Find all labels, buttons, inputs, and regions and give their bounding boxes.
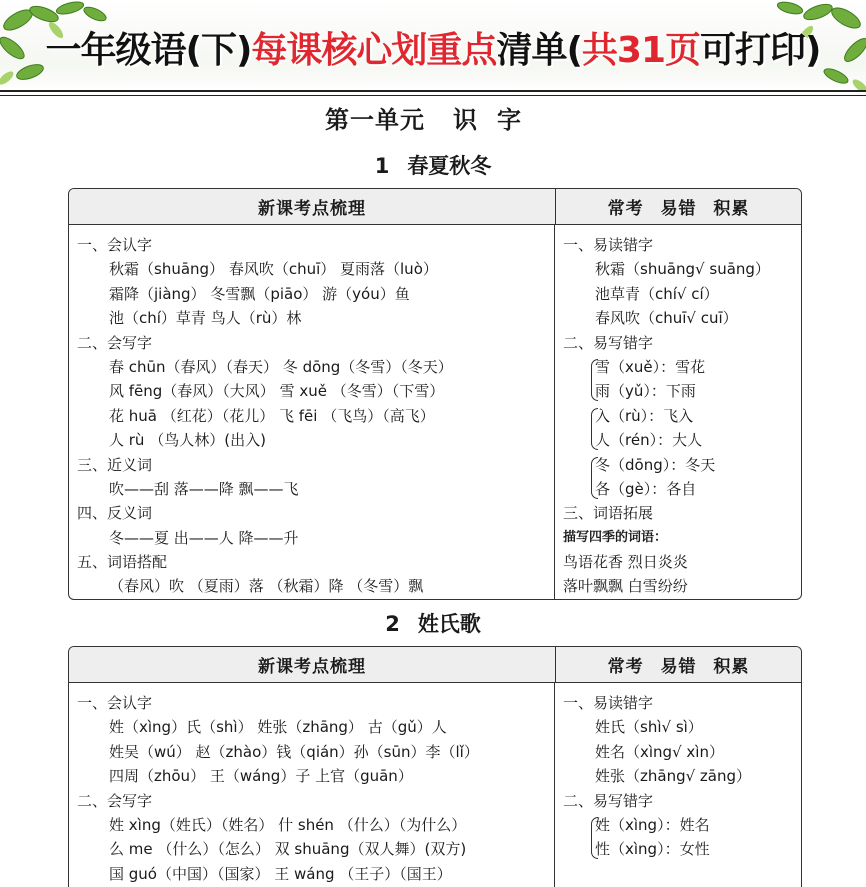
section-heading: 四、反义词 [77, 504, 153, 523]
brace-group [563, 453, 801, 502]
section-heading: 一、会认字 [77, 694, 153, 712]
key-points-column [69, 683, 555, 887]
list-item: 落叶飘飘 白雪纷纷 [563, 577, 688, 596]
list-item: 性（xìng）：女性 [595, 840, 710, 859]
section-heading: 二、易写错字 [563, 791, 654, 810]
section-heading: 二、易写错字 [563, 333, 654, 352]
brace-group [563, 404, 801, 453]
section-heading: 五、词语搭配 [77, 553, 168, 572]
list-item: 入（rù）：飞入 [595, 406, 694, 425]
list-item: 姓吴（wú） 赵（zhào）钱（qián）孙（sūn）李（lǐ） [109, 742, 479, 761]
section-heading: 一、易读错字 [563, 236, 654, 254]
list-item: 鸟语花香 烈日炎炎 [563, 553, 688, 572]
list-item: 姓名（xìng√ xìn） [595, 742, 724, 761]
list-item: 雪（xuě）：雪花 [595, 357, 706, 376]
list-item: 四周（zhōu） 王（wáng）子 上官（guān） [109, 767, 413, 786]
lesson-table [68, 188, 802, 600]
section-heading: 三、词语拓展 [563, 504, 654, 523]
header-left: 新课考点梳理 [69, 647, 556, 682]
divider [0, 90, 866, 92]
header-right: 常考 易错 积累 [607, 199, 750, 219]
section-heading: 三、近义词 [77, 455, 153, 474]
subsection-heading: 描写四季的词语： [563, 529, 668, 545]
section-heading: 二、会写字 [77, 791, 153, 810]
list-item: 冬——夏 出——人 降——升 [109, 528, 299, 547]
list-item: 么 me （什么）（怎么） 双 shuāng（双人舞）(双方) [109, 840, 467, 859]
list-item: 池草青（chí√ cí） [595, 284, 719, 303]
common-errors-column [555, 683, 801, 887]
list-item: 各（gè）：各自 [595, 479, 697, 498]
title-banner [0, 0, 866, 92]
table-header [69, 647, 801, 683]
table-header [69, 189, 801, 225]
list-item: （春风）吹 （夏雨）落 （秋霜）降 （冬雪）飘 [109, 577, 424, 596]
list-item: 雨（yǔ）：下雨 [595, 382, 696, 401]
brace-group [563, 355, 801, 404]
key-points-column [69, 225, 555, 599]
header-left: 新课考点梳理 [69, 189, 556, 224]
common-errors-column [555, 225, 801, 599]
list-item: 秋霜（shuāng） 春风吹（chuī） 夏雨落（luò） [109, 260, 438, 279]
list-item: 人 rù （鸟人林）(出入) [109, 431, 266, 450]
list-item: 秋霜（shuāng√ suāng） [595, 260, 770, 279]
list-item: 姓（xìng）：姓名 [595, 815, 710, 834]
list-item: 姓 xìng（姓氏）（姓名） 什 shén （什么）（为什么） [109, 815, 467, 834]
lesson-title: 2 姓氏歌 [385, 612, 481, 636]
lesson-table [68, 646, 802, 887]
list-item: 国 guó（中国）（国家） 王 wáng （王子）（国王） [109, 864, 452, 883]
section-heading: 二、会写字 [77, 333, 153, 352]
divider [0, 95, 866, 96]
list-item: 姓（xìng）氏（shì） 姓张（zhāng） 古（gǔ）人 [109, 718, 447, 737]
list-item: 风 fēng（春风）（大风） 雪 xuě （冬雪）（下雪） [109, 382, 445, 401]
list-item: 花 huā （红花）（花儿） 飞 fēi （飞鸟）（高飞） [109, 406, 435, 425]
section-heading: 一、会认字 [77, 236, 153, 254]
lesson-title: 1 春夏秋冬 [374, 154, 492, 178]
unit-subtitle: 识字 [453, 106, 541, 134]
list-item: 池（chí）草青 鸟人（rù）林 [109, 309, 302, 328]
list-item: 姓张（zhāng√ zāng） [595, 767, 752, 786]
unit-title: 第一单元 识字 [325, 106, 541, 134]
brace-group [563, 813, 801, 862]
list-item: 霜降（jiàng） 冬雪飘（piāo） 游（yóu）鱼 [109, 284, 410, 303]
list-item: 人（rén）：大人 [595, 431, 703, 450]
section-heading: 一、易读错字 [563, 694, 654, 712]
list-item: 吹——刮 落——降 飘——飞 [109, 479, 299, 498]
list-item: 冬（dōng）：冬天 [595, 455, 716, 474]
list-item: 春 chūn（春风）（春天） 冬 dōng（冬雪）（冬天） [109, 357, 453, 376]
header-right: 常考 易错 积累 [607, 657, 750, 677]
list-item: 姓氏（shì√ sì） [595, 718, 703, 737]
document-title: 一年级语(下)每课核心划重点清单(共31页可打印) [45, 30, 821, 71]
list-item: 春风吹（chuī√ cuī） [595, 309, 738, 328]
